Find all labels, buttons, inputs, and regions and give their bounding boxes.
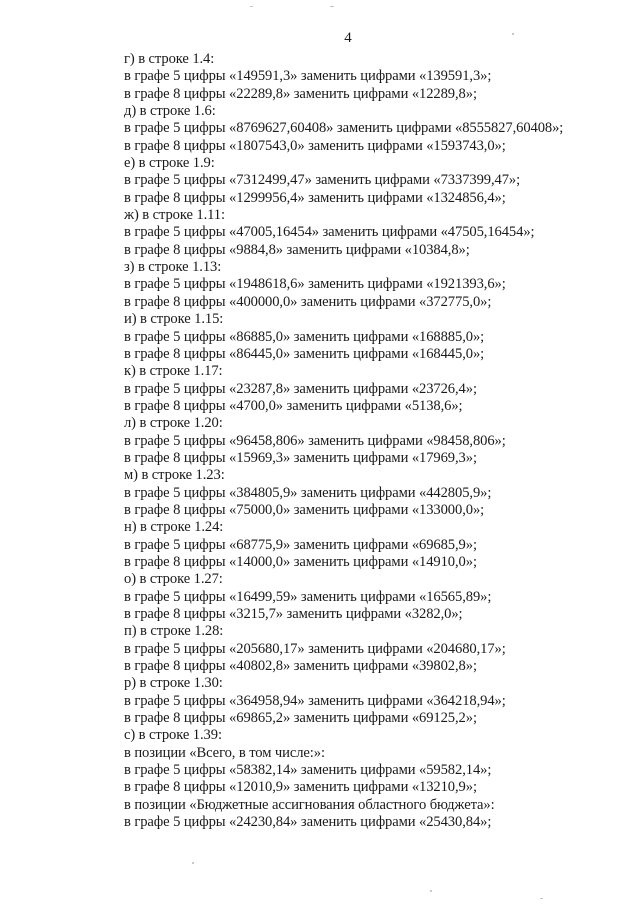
scan-speck [540,898,543,899]
document-line: в графе 5 цифры «58382,14» заменить цифрами «59582,14»; [124,762,492,779]
document-line: н) в строке 1.24: [124,519,224,536]
document-line: в графе 5 цифры «149591,3» заменить цифрами «139591,3»; [124,68,492,85]
document-line: в графе 5 цифры «16499,59» заменить цифрами «16565,89»; [124,588,492,605]
document-line: г) в строке 1.4: [124,51,215,67]
document-line: в графе 5 цифры «47005,16454» заменить цифрами «47505,16454»; [124,224,535,241]
document-line: в позиции «Всего, в том числе:»: [124,744,325,761]
document-line: с) в строке 1.39: [124,727,222,744]
document-line: в графе 8 цифры «14000,0» заменить цифрами «14910,0»; [124,553,477,570]
scan-speck [330,6,334,7]
document-line: в графе 8 цифры «12010,9» заменить цифрами «13210,9»; [124,779,477,796]
scan-speck [250,6,253,7]
document-line: в графе 8 цифры «9884,8» заменить цифрами «10384,8»; [124,241,470,258]
document-line: в графе 5 цифры «8769627,60408» заменить цифрами «8555827,60408»; [124,120,564,137]
scan-speck [430,890,432,892]
document-line: в позиции «Бюджетные ассигнования областного бюджета»: [124,796,495,813]
document-line: и) в строке 1.15: [124,311,224,328]
scan-speck [512,33,514,35]
document-line: в графе 8 цифры «69865,2» заменить цифрами «69125,2»; [124,710,477,727]
document-line: в графе 8 цифры «15969,3» заменить цифрами «17969,3»; [124,449,477,466]
document-line: е) в строке 1.9: [124,155,215,172]
document-line: в графе 8 цифры «75000,0» заменить цифрами «133000,0»; [124,501,485,518]
document-line: в графе 8 цифры «3215,7» заменить цифрами «3282,0»; [124,606,463,622]
scan-speck [192,862,194,864]
document-line: в графе 8 цифры «1299956,4» заменить цифрами «1324856,4»; [124,189,506,206]
document-line: ж) в строке 1.11: [124,207,225,224]
document-line: м) в строке 1.23: [124,467,225,484]
document-line: в графе 5 цифры «23287,8» заменить цифрами «23726,4»; [124,380,477,397]
document-line: в графе 5 цифры «7312499,47» заменить цифрами «7337399,47»; [124,172,521,189]
page-number: 4 [344,30,352,46]
document-line: в графе 8 цифры «1807543,0» заменить цифрами «1593743,0»; [124,137,506,154]
document-line: в графе 5 цифры «96458,806» заменить цифрами «98458,806»; [124,432,506,449]
document-line: п) в строке 1.28: [124,623,224,640]
amendment-list [124,51,624,831]
document-line: д) в строке 1.6: [124,103,216,120]
document-line: л) в строке 1.20: [124,415,223,432]
document-line: в графе 5 цифры «24230,84» заменить цифрами «25430,84»; [124,814,492,831]
document-line: в графе 5 цифры «205680,17» заменить цифрами «204680,17»; [124,640,506,657]
document-line: в графе 5 цифры «86885,0» заменить цифрами «168885,0»; [124,328,485,345]
document-line: в графе 8 цифры «40802,8» заменить цифрами «39802,8»; [124,658,477,675]
document-line: з) в строке 1.13: [124,259,222,276]
document-line: в графе 8 цифры «400000,0» заменить цифрами «372775,0»; [124,293,492,310]
document-line: в графе 5 цифры «1948618,6» заменить цифрами «1921393,6»; [124,276,506,293]
document-line: к) в строке 1.17: [124,363,223,380]
document-line: о) в строке 1.27: [124,571,223,588]
document-line: в графе 8 цифры «86445,0» заменить цифрами «168445,0»; [124,345,485,362]
document-line: в графе 8 цифры «4700,0» заменить цифрами «5138,6»; [124,397,463,414]
document-line: в графе 5 цифры «68775,9» заменить цифрами «69685,9»; [124,536,477,553]
document-line: р) в строке 1.30: [124,675,223,692]
document-line: в графе 5 цифры «384805,9» заменить цифрами «442805,9»; [124,484,492,501]
document-line: в графе 8 цифры «22289,8» заменить цифрами «12289,8»; [124,85,477,102]
document-line: в графе 5 цифры «364958,94» заменить цифрами «364218,94»; [124,692,506,709]
